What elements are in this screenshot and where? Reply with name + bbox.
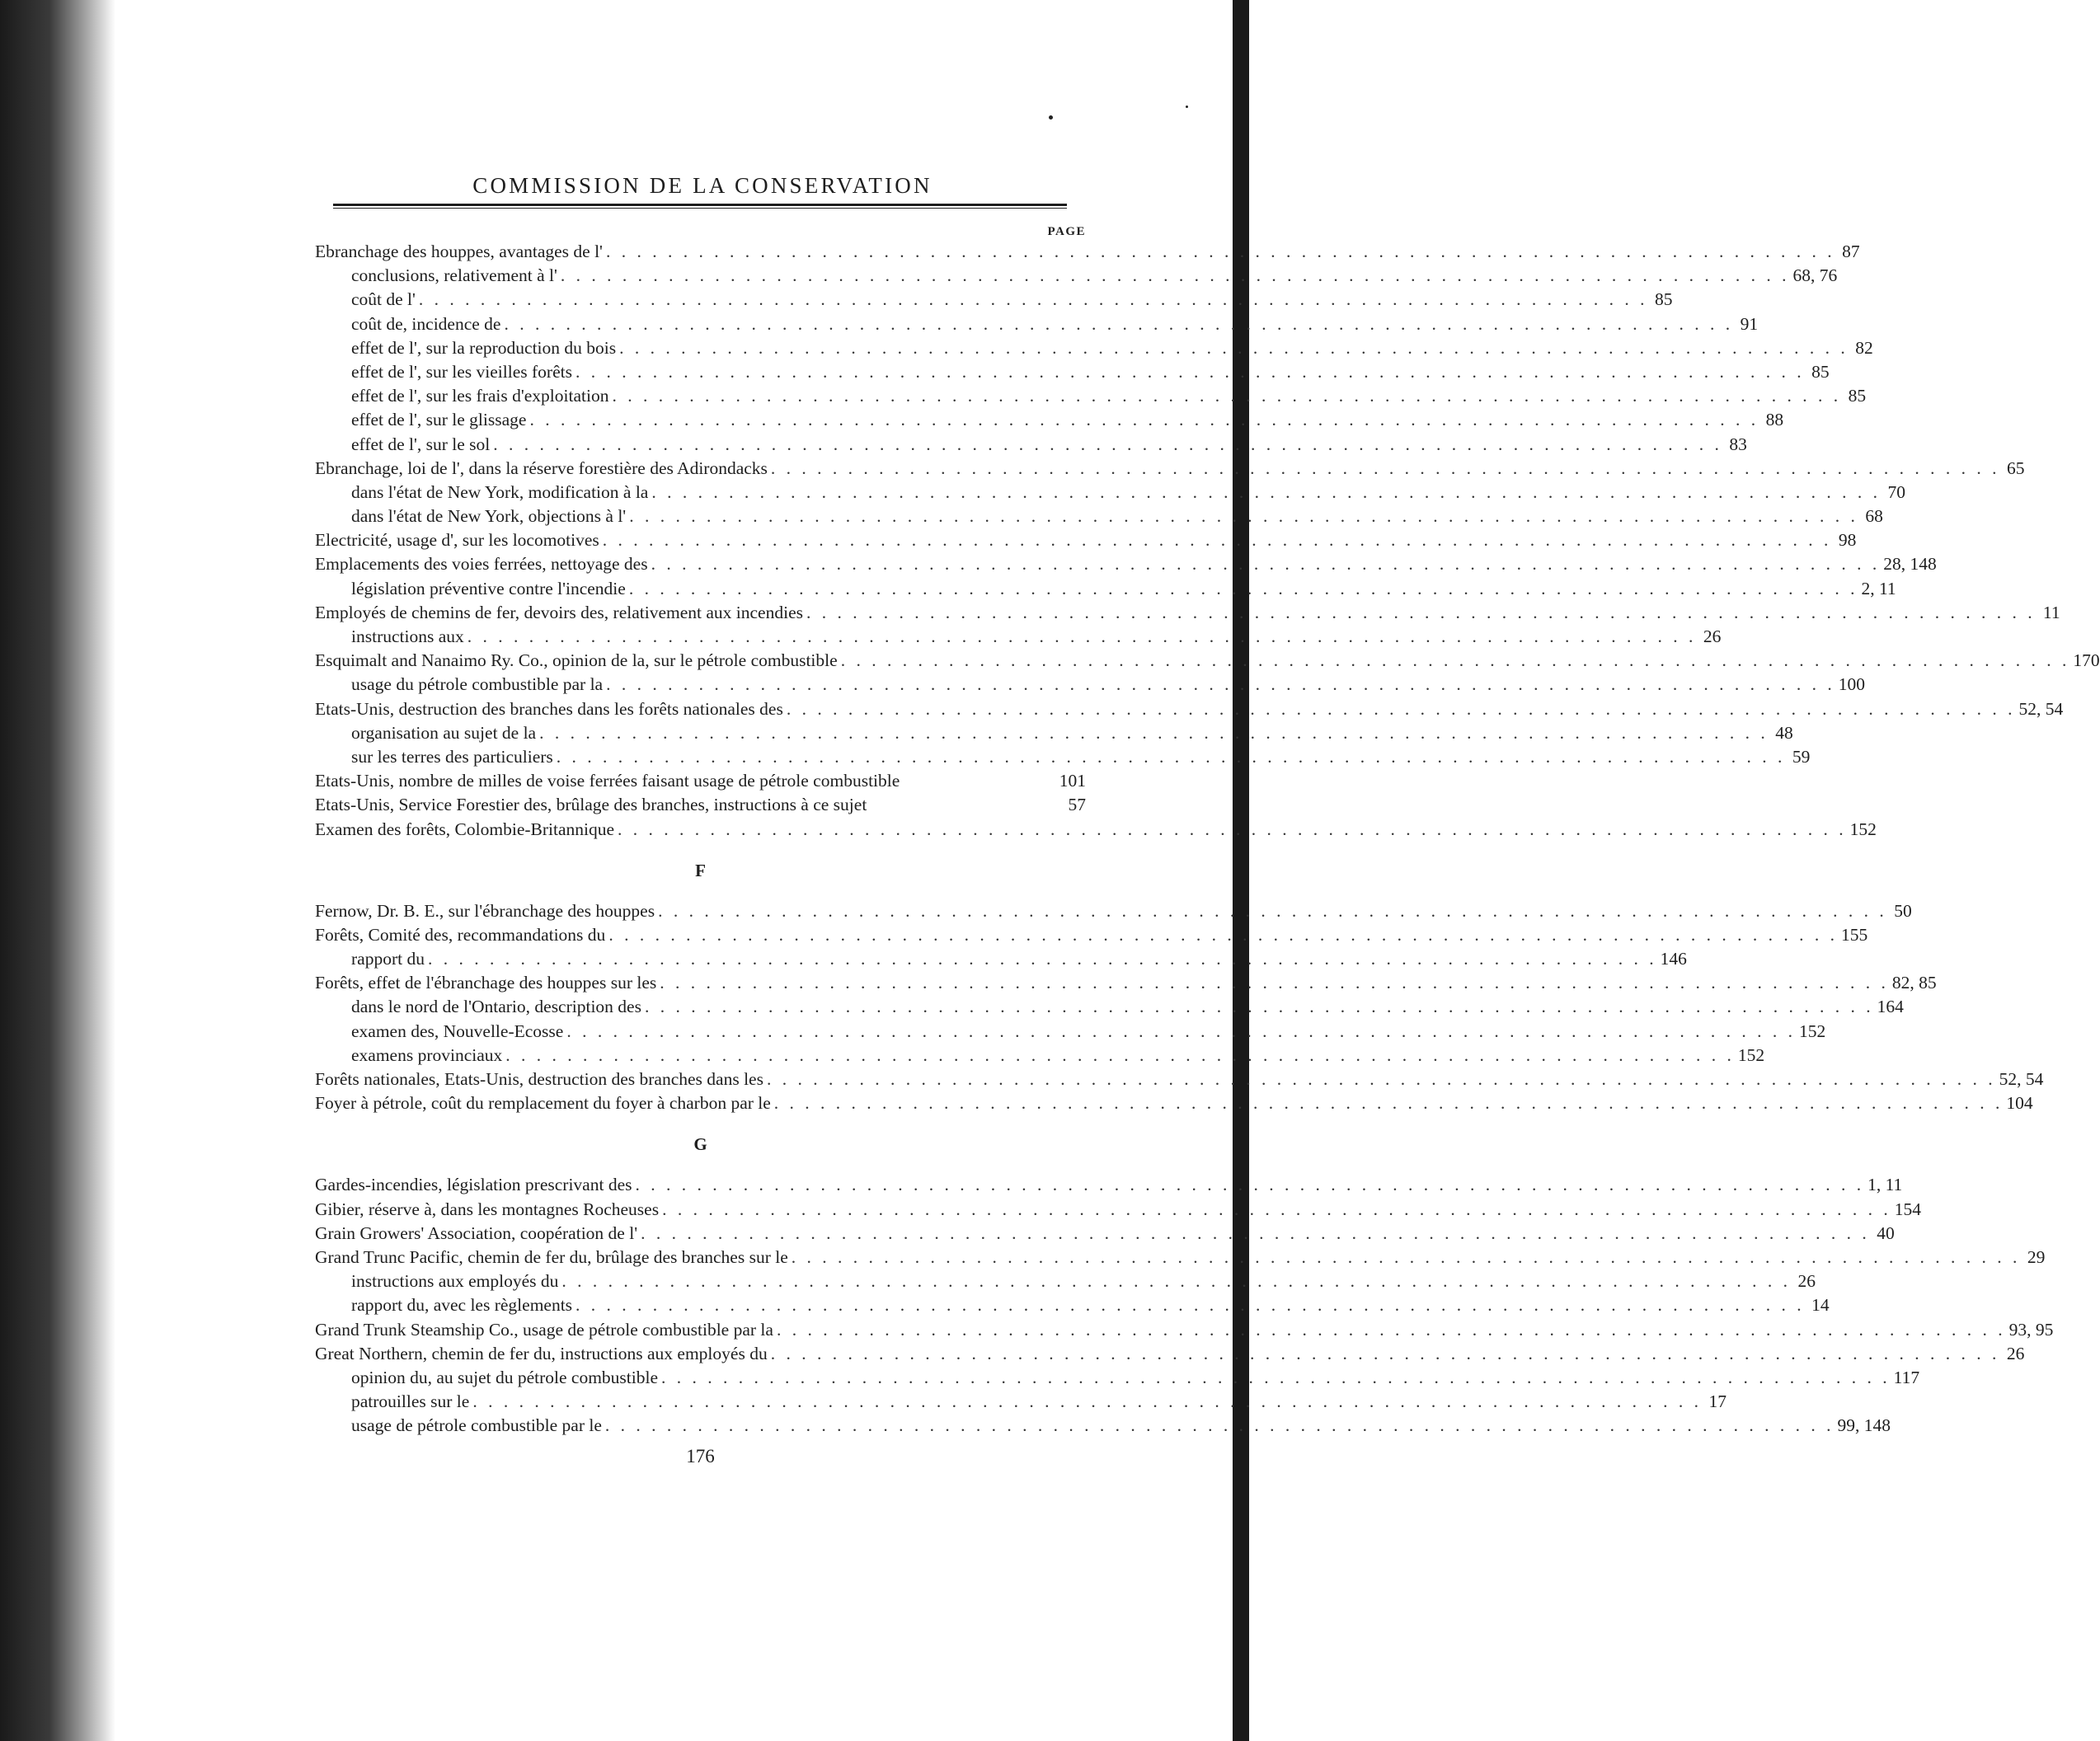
entry-page-number: 26 <box>1797 1271 1816 1292</box>
entry-page-number: 88 <box>1765 410 1784 430</box>
entry-page-number: 164 <box>1877 997 1904 1017</box>
index-entry <box>315 1068 2044 1091</box>
entry-text: dans le nord de l'Ontario, description des <box>351 997 641 1017</box>
entry-page-number: 91 <box>1740 313 1759 334</box>
index-subentry <box>315 577 1896 601</box>
entry-page-number: 40 <box>1877 1222 1895 1243</box>
index-subentry <box>315 1293 1830 1317</box>
entry-text: effet de l', sur les vieilles forêts <box>351 361 572 382</box>
entry-text: sur les terres des particuliers <box>351 746 553 767</box>
entry-page-number: 17 <box>1708 1391 1727 1412</box>
index-page <box>315 173 2100 1467</box>
leader-dots: . . . . . . . . . . . . . . . . . . . . . . . . . . . . . . . . . . . . . . . . . . . . . . . . . . . . . . . . . . . . . . . . . . . . . . . . . . . . . . . . <box>628 578 1858 598</box>
entry-text: Great Northern, chemin de fer du, instructions aux employés du <box>315 1343 768 1363</box>
leader-dots: . . . . . . . . . . . . . . . . . . . . . . . . . . . . . . . . . . . . . . . . . . . . . . . . . . . . . . . . . . . . . . . . . . . . . . . . . . . . . . . . <box>660 973 1889 993</box>
entry-page-number: 104 <box>2006 1093 2033 1114</box>
entry-page-number: 52, 54 <box>2018 698 2064 719</box>
entry-text: patrouilles sur le <box>351 1391 470 1412</box>
entry-text: Forêts nationales, Etats-Unis, destruction des branches dans les <box>315 1069 763 1089</box>
index-entry <box>315 552 1937 576</box>
leader-dots: . . . . . . . . . . . . . . . . . . . . . . . . . . . . . . . . . . . . . . . . . . . . . . . . . . . . . . . . . . . . . . . . . . . . . . . . . . . . . . . . <box>840 650 2070 671</box>
leader-dots: . . . . . . . . . . . . . . . . . . . . . . . . . . . . . . . . . . . . . . . . . . . . . . . . . . . . . . . . . . . . . . . . . . . . . . . . . . . . . . . . <box>773 1093 2004 1114</box>
section-letter-heading: F <box>695 860 706 880</box>
leader-dots: . . . . . . . . . . . . . . . . . . . . . . . . . . . . . . . . . . . . . . . . . . . . . . . . . . . . . . . . . . . . . . . . . . . . . . . . . . . . . . . . <box>635 1175 1865 1195</box>
entry-text: coût de l' <box>351 289 416 310</box>
entry-text: Etats-Unis, nombre de milles de voise ferrées faisant usage de pétrole combustible <box>315 771 900 791</box>
entry-text: législation préventive contre l'incendie <box>351 578 626 598</box>
index-entry <box>315 899 1912 923</box>
entry-text: usage du pétrole combustible par la <box>351 674 604 695</box>
entry-text: Fernow, Dr. B. E., sur l'ébranchage des houppes <box>315 900 655 921</box>
leader-dots: . . . . . . . . . . . . . . . . . . . . . . . . . . . . . . . . . . . . . . . . . . . . . . . . . . . . . . . . . . . . . . . . . . . . . . . . . . . . . . . . <box>605 242 1835 261</box>
index-subentry <box>315 433 1747 457</box>
entry-page-number: 98 <box>1838 530 1857 551</box>
leader-dots: . . . . . . . . . . . . . . . . . . . . . . . . . . . . . . . . . . . . . . . . . . . . . . . . . . . . . . . . . . . . . . . . . . . . . . . . . . . . . . . . <box>644 997 1874 1017</box>
leader-dots: . . . . . . . . . . . . . . . . . . . . . . . . . . . . . . . . . . . . . . . . . . . . . . . . . . . . . . . . . . . . . . . . . . . . . . . . . . . . . . . . <box>806 602 2036 622</box>
index-subentry <box>315 408 1784 432</box>
entry-text: Esquimalt and Nanaimo Ry. Co., opinion de la, sur le pétrole combustible <box>315 650 838 671</box>
leader-dots: . . . . . . . . . . . . . . . . . . . . . . . . . . . . . . . . . . . . . . . . . . . . . . . . . . . . . . . . . . . . . . . . . . . . . . . . . . . . . . . . <box>556 746 1786 767</box>
entry-text: effet de l', sur la reproduction du bois <box>351 337 617 358</box>
entry-page-number: 83 <box>1729 434 1747 454</box>
entry-page-number: 59 <box>1792 746 1811 767</box>
entry-text: rapport du, avec les règlements <box>351 1295 573 1316</box>
index-subentry <box>315 264 1838 288</box>
entry-text: examen des, Nouvelle-Ecosse <box>351 1021 564 1041</box>
leader-dots: . . . . . . . . . . . . . . . . . . . . . . . . . . . . . . . . . . . . . . . . . . . . . . . . . . . . . . . . . . . . . . . . . . . . . . . . . . . . . . . . <box>427 949 1657 969</box>
entry-page-number: 52, 54 <box>1999 1069 2044 1089</box>
entry-page-number: 117 <box>1893 1367 1920 1387</box>
leader-dots: . . . . . . . . . . . . . . . . . . . . . . . . . . . . . . . . . . . . . . . . . . . . . . . . . . . . . . . . . . . . . . . . . . . . . . . . . . . . . . . . <box>770 1343 2000 1363</box>
leader-dots: . . . . . . . . . . . . . . . . . . . . . . . . . . . . . . . . . . . . . . . . . . . . . . . . . . . . . . . . . . . . . . . . . . . . . . . . . . . . . . . . <box>418 289 1648 310</box>
entry-page-number: 85 <box>1848 386 1867 406</box>
index-subentry <box>315 312 1759 336</box>
index-subentry <box>315 995 1904 1019</box>
leader-dots: . . . . . . . . . . . . . . . . . . . . . . . . . . . . . . . . . . . . . . . . . . . . . . . . . . . . . . . . . . . . . . . . . . . . . . . . . . . . . . . . <box>493 434 1722 454</box>
leader-dots: . . . . . . . . . . . . . . . . . . . . . . . . . . . . . . . . . . . . . . . . . . . . . . . . . . . . . . . . . . . . . . . . . . . . . . . . . . . . . . . . <box>770 458 2000 478</box>
index-subentry <box>315 384 1867 408</box>
book-spine-shadow <box>0 0 115 1741</box>
index-subentry <box>315 721 1793 745</box>
entry-page-number: 28, 148 <box>1883 554 1937 575</box>
entry-text: Examen des forêts, Colombie-Britannique <box>315 819 615 839</box>
leader-dots: . . . . . . . . . . . . . . . . . . . . . . . . . . . . . . . . . . . . . . . . . . . . . . . . . . . . . . . . . . . . . . . . . . . . . . . . . . . . . . . . <box>791 1246 2021 1267</box>
index-subentry <box>315 481 1905 504</box>
leader-dots: . . . . . . . . . . . . . . . . . . . . . . . . . . . . . . . . . . . . . . . . . . . . . . . . . . . . . . . . . . . . . . . . . . . . . . . . . . . . . . . . <box>662 1199 1891 1219</box>
index-entry <box>315 1342 2025 1366</box>
entry-page-number: 65 <box>2007 458 2025 478</box>
leader-dots: . . . . . . . . . . . . . . . . . . . . . . . . . . . . . . . . . . . . . . . . . . . . . . . . . . . . . . . . . . . . . . . . . . . . . . . . . . . . . . . . <box>576 1295 1805 1316</box>
print-speck <box>1186 106 1188 108</box>
leader-dots: . . . . . . . . . . . . . . . . . . . . . . . . . . . . . . . . . . . . . . . . . . . . . . . . . . . . . . . . . . . . . . . . . . . . . . . . . . . . . . . . <box>786 698 2016 719</box>
index-entry <box>315 971 1937 995</box>
leader-dots: . . . . . . . . . . . . . . . . . . . . . . . . . . . . . . . . . . . . . . . . . . . . . . . . . . . . . . . . . . . . . . . . . . . . . . . . . . . . . . . . <box>776 1319 2006 1340</box>
entry-page-number: 85 <box>1811 361 1830 382</box>
entry-text: opinion du, au sujet du pétrole combustible <box>351 1367 659 1387</box>
header-rule-thin <box>333 208 1067 209</box>
leader-dots: . . . . . . . . . . . . . . . . . . . . . . . . . . . . . . . . . . . . . . . . . . . . . . . . . . . . . . . . . . . . . . . . . . . . . . . . . . . . . . . . <box>529 410 1759 430</box>
entry-text: Ebranchage des houppes, avantages de l' <box>315 242 603 261</box>
leader-dots: . . . . . . . . . . . . . . . . . . . . . . . . . . . . . . . . . . . . . . . . . . . . . . . . . . . . . . . . . . . . . . . . . . . . . . . . . . . . . . . . <box>608 924 1838 945</box>
leader-dots: . . . . . . . . . . . . . . . . . . . . . . . . . . . . . . . . . . . . . . . . . . . . . . . . . . . . . . . . . . . . . . . . . . . . . . . . . . . . . . . . <box>602 530 1832 551</box>
entry-text: Grain Growers' Association, coopération de l' <box>315 1222 638 1243</box>
leader-dots: . . . . . . . . . . . . . . . . . . . . . . . . . . . . . . . . . . . . . . . . . . . . . . . . . . . . . . . . . . . . . . . . . . . . . . . . . . . . . . . . <box>606 674 1835 695</box>
entry-text: dans l'état de New York, objections à l' <box>351 506 627 527</box>
entry-text: Forêts, Comité des, recommandations du <box>315 924 606 945</box>
leader-dots: . . . . . . . . . . . . . . . . . . . . . . . . . . . . . . . . . . . . . . . . . . . . . . . . . . . . . . . . . . . . . . . . . . . . . . . . . . . . . . . . <box>766 1069 1996 1089</box>
entry-page-number: 99, 148 <box>1837 1415 1891 1436</box>
entry-page-number: 152 <box>1737 1044 1765 1065</box>
print-speck <box>1049 115 1053 120</box>
index-entry <box>315 769 1086 793</box>
entry-page-number: 93, 95 <box>2008 1319 2054 1340</box>
leader-dots: . . . . . . . . . . . . . . . . . . . . . . . . . . . . . . . . . . . . . . . . . . . . . . . . . . . . . . . . . . . . . . . . . . . . . . . . . . . . . . . . <box>661 1367 1891 1387</box>
entry-page-number: 1, 11 <box>1867 1175 1903 1195</box>
entry-text: Etats-Unis, destruction des branches dans les forêts nationales des <box>315 698 783 719</box>
index-subentry <box>315 504 1883 528</box>
entry-page-number: 70 <box>1887 481 1905 502</box>
leader-dots: . . . . . . . . . . . . . . . . . . . . . . . . . . . . . . . . . . . . . . . . . . . . . . . . . . . . . . . . . . . . . . . . . . . . . . . . . . . . . . . . <box>560 265 1790 286</box>
page-column-label: PAGE <box>1047 225 1086 238</box>
index-subentry <box>315 360 1830 384</box>
leader-dots: . . . . . . . . . . . . . . . . . . . . . . . . . . . . . . . . . . . . . . . . . . . . . . . . . . . . . . . . . . . . . . . . . . . . . . . . . . . . . . . . <box>472 1391 1702 1412</box>
entry-page-number: 152 <box>1798 1021 1826 1041</box>
leader-dots: . . . . . . . . . . . . . . . . . . . . . . . . . . . . . . . . . . . . . . . . . . . . . . . . . . . . . . . . . . . . . . . . . . . . . . . . . . . . . . . . <box>641 1222 1870 1243</box>
leader-dots: . . . . . . . . . . . . . . . . . . . . . . . . . . . . . . . . . . . . . . . . . . . . . . . . . . . . . . . . . . . . . . . . . . . . . . . . . . . . . . . . <box>651 554 1881 575</box>
entry-page-number: 82 <box>1855 337 1873 358</box>
index-entry <box>315 1318 2054 1342</box>
entry-text: Forêts, effet de l'ébranchage des houppes sur les <box>315 973 657 993</box>
index-entry <box>315 1091 2033 1115</box>
entry-text: examens provinciaux <box>351 1044 503 1065</box>
index-subentry <box>315 1366 1920 1390</box>
index-subentry <box>315 947 1687 971</box>
entry-text: instructions aux <box>351 626 464 646</box>
index-entry <box>315 457 2025 481</box>
index-subentry <box>315 1269 1816 1293</box>
index-subentry <box>315 745 1811 769</box>
entry-text: Electricité, usage d', sur les locomotives <box>315 530 599 551</box>
entry-page-number: 85 <box>1655 289 1673 310</box>
entry-text: Emplacements des voies ferrées, nettoyage des <box>315 554 648 575</box>
leader-dots: . . . . . . . . . . . . . . . . . . . . . . . . . . . . . . . . . . . . . . . . . . . . . . . . . . . . . . . . . . . . . . . . . . . . . . . . . . . . . . . . <box>604 1415 1835 1436</box>
entry-text: Employés de chemins de fer, devoirs des, relativement aux incendies <box>315 602 803 622</box>
index-entry <box>315 528 1857 552</box>
entry-page-number: 154 <box>1894 1199 1921 1219</box>
index-subentry <box>315 1414 1891 1438</box>
entry-page-number: 29 <box>2027 1246 2046 1267</box>
index-subentry <box>315 673 1865 697</box>
index-entries <box>315 240 2100 1438</box>
header-rule <box>333 204 1067 206</box>
index-entry <box>315 818 1877 842</box>
leader-dots: . . . . . . . . . . . . . . . . . . . . . . . . . . . . . . . . . . . . . . . . . . . . . . . . . . . . . . . . . . . . . . . . . . . . . . . . . . . . . . . . <box>658 900 1887 921</box>
entry-page-number: 2, 11 <box>1861 578 1896 598</box>
index-subentry <box>315 1044 1765 1068</box>
running-title: COMMISSION DE LA CONSERVATION <box>472 173 933 198</box>
leader-dots: . . . . . . . . . . . . . . . . . . . . . . . . . . . . . . . . . . . . . . . . . . . . . . . . . . . . . . . . . . . . . . . . . . . . . . . . . . . . . . . . <box>504 313 1734 334</box>
index-entry <box>315 649 2100 673</box>
leader-dots: . . . . . . . . . . . . . . . . . . . . . . . . . . . . . . . . . . . . . . . . . . . . . . . . . . . . . . . . . . . . . . . . . . . . . . . . . . . . . . . . <box>575 361 1805 382</box>
entry-text: organisation au sujet de la <box>351 722 537 743</box>
entry-text: Ebranchage, loi de l', dans la réserve forestière des Adirondacks <box>315 458 768 478</box>
entry-text: coût de, incidence de <box>351 313 501 334</box>
index-entry <box>315 1246 2046 1269</box>
leader-dots: . . . . . . . . . . . . . . . . . . . . . . . . . . . . . . . . . . . . . . . . . . . . . . . . . . . . . . . . . . . . . . . . . . . . . . . . . . . . . . . . <box>539 722 1769 743</box>
entry-page-number: 11 <box>2042 602 2060 622</box>
index-entry <box>315 1222 1895 1246</box>
index-entry <box>315 601 2060 625</box>
entry-page-number: 170 <box>2073 650 2100 671</box>
entry-page-number: 87 <box>1842 242 1860 261</box>
leader-dots: . . . . . . . . . . . . . . . . . . . . . . . . . . . . . . . . . . . . . . . . . . . . . . . . . . . . . . . . . . . . . . . . . . . . . . . . . . . . . . . . <box>651 481 1881 502</box>
leader-dots: . . . . . . . . . . . . . . . . . . . . . . . . . . . . . . . . . . . . . . . . . . . . . . . . . . . . . . . . . . . . . . . . . . . . . . . . . . . . . . . . <box>612 386 1842 406</box>
entry-text: usage de pétrole combustible par le <box>351 1415 602 1436</box>
index-subentry <box>315 288 1673 312</box>
entry-text: conclusions, relativement à l' <box>351 265 557 286</box>
leader-dots: . . . . . . . . . . . . . . . . . . . . . . . . . . . . . . . . . . . . . . . . . . . . . . . . . . . . . . . . . . . . . . . . . . . . . . . . . . . . . . . . <box>505 1044 1735 1065</box>
entry-page-number: 48 <box>1775 722 1793 743</box>
entry-text: effet de l', sur le sol <box>351 434 491 454</box>
entry-page-number: 101 <box>1059 771 1086 791</box>
entry-page-number: 68, 76 <box>1792 265 1838 286</box>
leader-dots: . . . . . . . . . . . . . . . . . . . . . . . . . . . . . . . . . . . . . . . . . . . . . . . . . . . . . . . . . . . . . . . . . . . . . . . . . . . . . . . . <box>618 819 1847 839</box>
entry-text: effet de l', sur les frais d'exploitation <box>351 386 609 406</box>
leader-dots: . . . . . . . . . . . . . . . . . . . . . . . . . . . . . . . . . . . . . . . . . . . . . . . . . . . . . . . . . . . . . . . . . . . . . . . . . . . . . . . . <box>467 626 1697 646</box>
entry-text: Grand Trunc Pacific, chemin de fer du, brûlage des branches sur le <box>315 1246 788 1267</box>
index-entry <box>315 1198 1921 1222</box>
entry-page-number: 155 <box>1840 924 1868 945</box>
entry-text: rapport du <box>351 949 425 969</box>
entry-page-number: 146 <box>1660 949 1687 969</box>
index-subentry <box>315 1390 1727 1414</box>
entry-page-number: 26 <box>2006 1343 2025 1363</box>
entry-text: Etats-Unis, Service Forestier des, brûlage des branches, instructions à ce sujet <box>315 795 867 815</box>
index-entry <box>315 1173 1903 1197</box>
leader-dots: . . . . . . . . . . . . . . . . . . . . . . . . . . . . . . . . . . . . . . . . . . . . . . . . . . . . . . . . . . . . . . . . . . . . . . . . . . . . . . . . <box>566 1021 1796 1041</box>
entry-text: instructions aux employés du <box>351 1271 559 1292</box>
index-subentry <box>315 625 1722 649</box>
page-number: 176 <box>686 1446 715 1467</box>
index-entry <box>315 793 1086 817</box>
index-entry <box>315 923 1868 947</box>
leader-dots: . . . . . . . . . . . . . . . . . . . . . . . . . . . . . . . . . . . . . . . . . . . . . . . . . . . . . . . . . . . . . . . . . . . . . . . . . . . . . . . . <box>619 337 1849 358</box>
entry-text: Foyer à pétrole, coût du remplacement du foyer à charbon par le <box>315 1093 771 1114</box>
index-subentry <box>315 1020 1826 1044</box>
entry-text: Gibier, réserve à, dans les montagnes Rocheuses <box>315 1199 660 1219</box>
section-letter-heading: G <box>693 1134 707 1155</box>
entry-page-number: 14 <box>1811 1295 1830 1316</box>
entry-text: Grand Trunk Steamship Co., usage de pétrole combustible par la <box>315 1319 773 1340</box>
entry-page-number: 152 <box>1849 819 1877 839</box>
index-entry <box>315 697 2064 721</box>
index-entry <box>315 240 1860 264</box>
entry-page-number: 57 <box>1068 795 1086 815</box>
entry-text: Gardes-incendies, législation prescrivant des <box>315 1175 632 1195</box>
leader-dots: . . . . . . . . . . . . . . . . . . . . . . . . . . . . . . . . . . . . . . . . . . . . . . . . . . . . . . . . . . . . . . . . . . . . . . . . . . . . . . . . <box>629 506 1858 527</box>
entry-page-number: 50 <box>1894 900 1912 921</box>
leader-dots: . . . . . . . . . . . . . . . . . . . . . . . . . . . . . . . . . . . . . . . . . . . . . . . . . . . . . . . . . . . . . . . . . . . . . . . . . . . . . . . . <box>561 1271 1792 1292</box>
entry-page-number: 26 <box>1703 626 1722 646</box>
entry-text: dans l'état de New York, modification à la <box>351 481 649 502</box>
entry-page-number: 100 <box>1838 674 1865 695</box>
entry-text: effet de l', sur le glissage <box>351 410 527 430</box>
entry-page-number: 82, 85 <box>1891 973 1937 993</box>
index-subentry <box>315 336 1873 360</box>
entry-page-number: 68 <box>1865 506 1883 527</box>
